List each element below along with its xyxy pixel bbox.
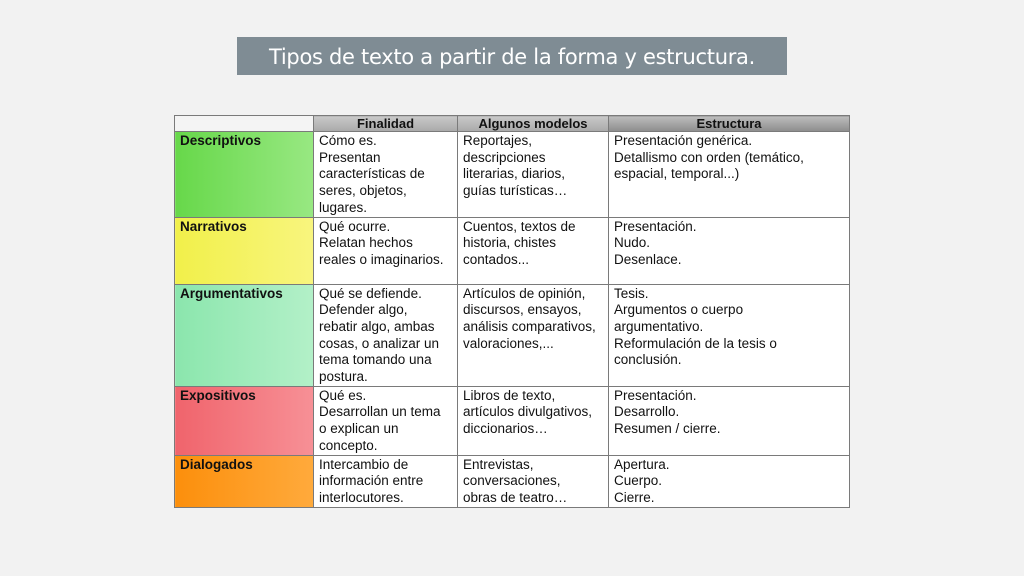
text-line: lugares. xyxy=(319,199,368,215)
row-label-expositivos: Expositivos xyxy=(175,386,314,455)
text-line: conversaciones, xyxy=(463,473,561,489)
text-line: Presentación genérica. xyxy=(614,133,753,148)
text-line: Presentación. xyxy=(614,387,697,403)
text-line: información entre xyxy=(319,473,424,489)
cell-finalidad-descriptivos xyxy=(314,132,458,218)
cell-modelos-expositivos xyxy=(458,386,609,455)
row-label-narrativos: Narrativos xyxy=(175,217,314,284)
cell-modelos-descriptivos xyxy=(458,132,609,218)
text-line: o explican un xyxy=(319,421,399,437)
text-line: Desarrollan un tema xyxy=(319,404,441,420)
text-line: Nudo. xyxy=(614,235,651,251)
table-row-narrativos xyxy=(175,217,850,284)
cell-estructura-descriptivos xyxy=(609,132,850,218)
text-line: Qué ocurre. xyxy=(319,218,391,234)
table-row-argumentativos xyxy=(175,284,850,386)
text-line: seres, objetos, xyxy=(319,183,407,199)
text-line: Cómo es. xyxy=(319,133,377,148)
text-line: Detallismo con orden (temático, xyxy=(614,149,804,165)
text-line: Relatan hechos xyxy=(319,235,413,251)
text-line: Entrevistas, xyxy=(463,456,534,472)
header-corner-cell xyxy=(175,116,314,132)
header-algunos-modelos: Algunos modelos xyxy=(458,116,609,132)
text-line: Argumentos o cuerpo xyxy=(614,302,744,318)
slide-title: Tipos de texto a partir de la forma y estructura. xyxy=(237,37,787,75)
cell-estructura-argumentativos xyxy=(609,284,850,386)
cell-finalidad-expositivos xyxy=(314,386,458,455)
text-line: obras de teatro… xyxy=(463,489,568,505)
text-line: discursos, ensayos, xyxy=(463,302,582,318)
text-line: Intercambio de xyxy=(319,456,409,472)
text-line: Defender algo, xyxy=(319,302,408,318)
text-line: análisis comparativos, xyxy=(463,318,596,334)
cell-modelos-dialogados xyxy=(458,455,609,507)
text-types-table xyxy=(174,115,850,508)
text-line: Desenlace. xyxy=(614,251,682,267)
text-line: Tesis. xyxy=(614,285,649,301)
text-line: conclusión. xyxy=(614,352,682,368)
text-line: reales o imaginarios. xyxy=(319,251,444,267)
row-label-dialogados: Dialogados xyxy=(175,455,314,507)
text-line: historia, chistes xyxy=(463,235,557,251)
text-line: argumentativo. xyxy=(614,318,704,334)
text-line: Presentación. xyxy=(614,218,697,234)
text-line: contados... xyxy=(463,251,530,267)
table-header-row xyxy=(175,116,850,132)
text-line: Artículos de opinión, xyxy=(463,285,586,301)
text-line: concepto. xyxy=(319,437,378,453)
cell-modelos-narrativos xyxy=(458,217,609,284)
text-line: rebatir algo, ambas xyxy=(319,318,435,334)
text-line: artículos divulgativos, xyxy=(463,404,593,420)
text-line: Cuerpo. xyxy=(614,473,663,489)
text-line: diccionarios… xyxy=(463,421,548,437)
text-line: valoraciones,... xyxy=(463,335,554,351)
text-line: Desarrollo. xyxy=(614,404,680,420)
cell-estructura-narrativos xyxy=(609,217,850,284)
text-line: Presentan xyxy=(319,149,381,165)
text-line: características de xyxy=(319,166,425,182)
text-line: postura. xyxy=(319,369,368,385)
text-line: Libros de texto, xyxy=(463,387,556,403)
text-line: tema tomando una xyxy=(319,352,432,368)
text-line: Apertura. xyxy=(614,456,670,472)
text-line: Cierre. xyxy=(614,489,655,505)
text-line: cosas, o analizar un xyxy=(319,335,440,351)
text-line: Qué es. xyxy=(319,387,367,403)
text-line: espacial, temporal...) xyxy=(614,166,740,182)
table-row-descriptivos xyxy=(175,132,850,218)
row-label-argumentativos: Argumentativos xyxy=(175,284,314,386)
text-line: guías turísticas… xyxy=(463,183,568,199)
text-line: Cuentos, textos de xyxy=(463,218,576,234)
cell-estructura-expositivos xyxy=(609,386,850,455)
row-label-descriptivos: Descriptivos xyxy=(175,132,314,218)
header-finalidad: Finalidad xyxy=(314,116,458,132)
text-line: interlocutores. xyxy=(319,489,404,505)
header-estructura: Estructura xyxy=(609,116,850,132)
text-line: Reformulación de la tesis o xyxy=(614,335,777,351)
text-line: Resumen / cierre. xyxy=(614,421,721,437)
cell-finalidad-narrativos xyxy=(314,217,458,284)
table-row-expositivos xyxy=(175,386,850,455)
table-row-dialogados xyxy=(175,455,850,507)
text-line: literarias, diarios, xyxy=(463,166,566,182)
cell-finalidad-argumentativos xyxy=(314,284,458,386)
text-line: Qué se defiende. xyxy=(319,285,422,301)
text-line: descripciones xyxy=(463,149,546,165)
cell-modelos-argumentativos xyxy=(458,284,609,386)
cell-estructura-dialogados xyxy=(609,455,850,507)
text-line: Reportajes, xyxy=(463,133,533,148)
cell-finalidad-dialogados xyxy=(314,455,458,507)
